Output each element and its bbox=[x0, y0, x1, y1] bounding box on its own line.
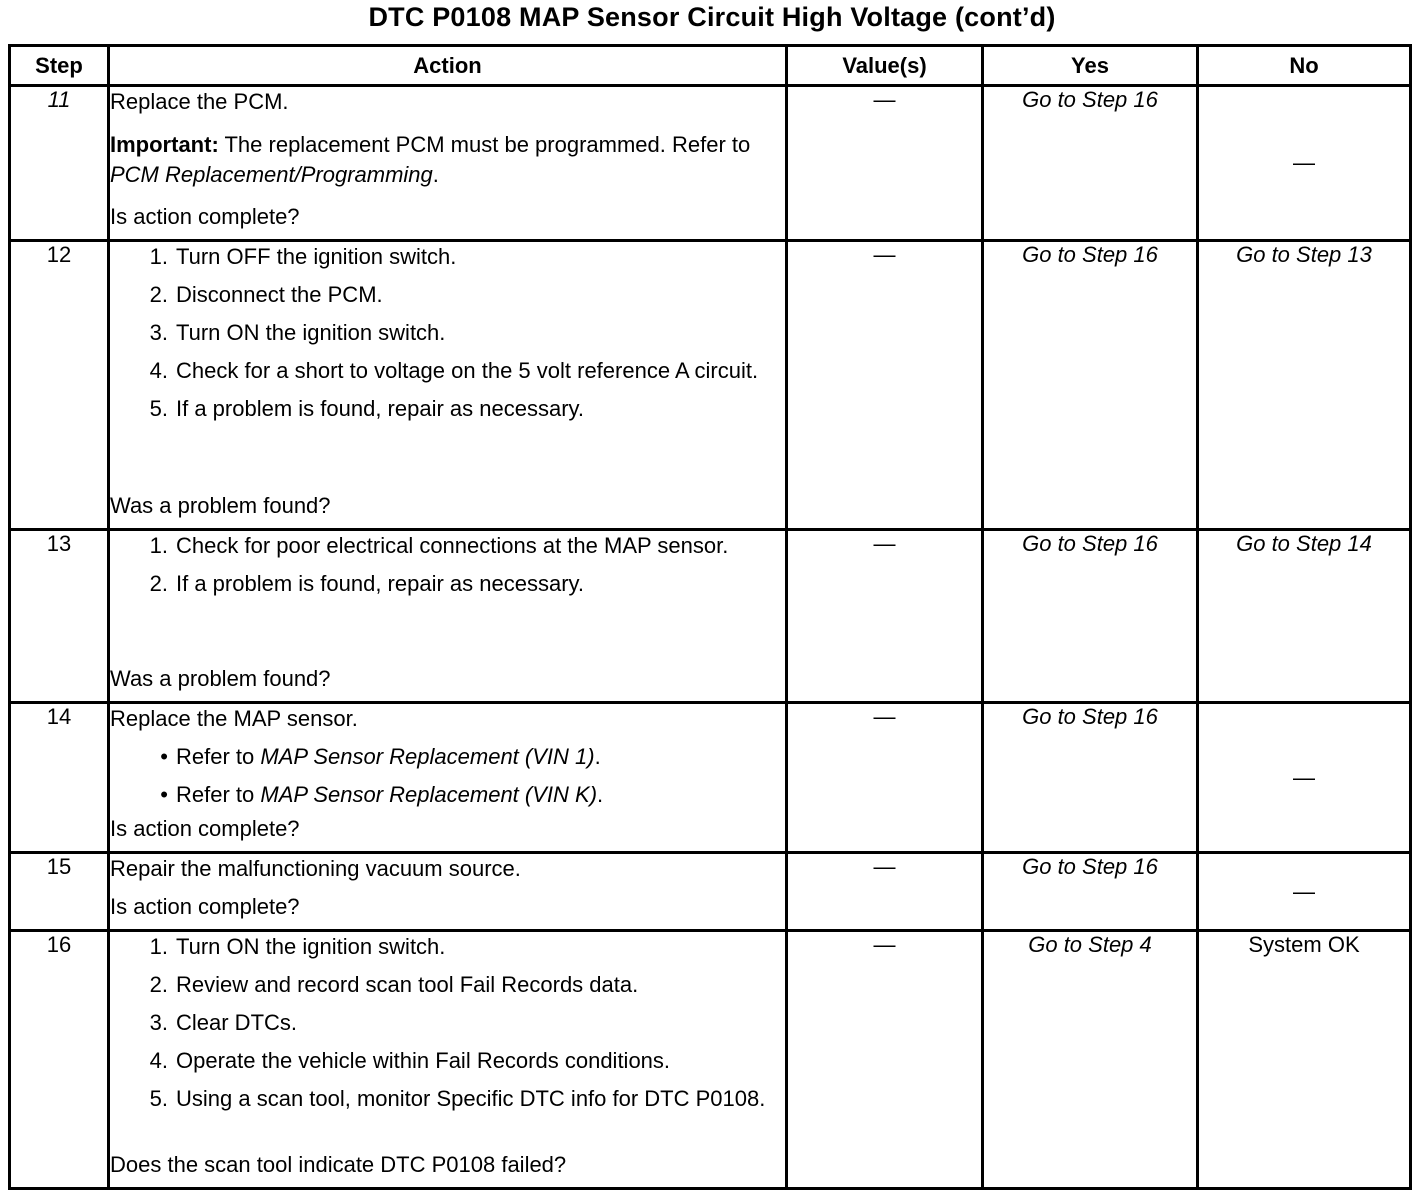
list-item: 3. Turn ON the ignition switch. bbox=[149, 320, 446, 345]
list-item: 3. Clear DTCs. bbox=[149, 1010, 298, 1035]
header-no: No bbox=[1198, 46, 1411, 86]
list-item: 1. Turn OFF the ignition switch. bbox=[149, 244, 457, 269]
value-cell: — bbox=[787, 853, 983, 931]
action-question: Does the scan tool indicate DTC P0108 failed? bbox=[110, 1152, 567, 1177]
header-step: Step bbox=[10, 46, 109, 86]
value-cell: — bbox=[787, 931, 983, 1189]
list-item: 4. Operate the vehicle within Fail Records conditions. bbox=[149, 1048, 671, 1073]
step-number: 11 bbox=[10, 86, 109, 241]
header-action: Action bbox=[109, 46, 787, 86]
reference-link: MAP Sensor Replacement (VIN K) bbox=[260, 782, 598, 807]
action-steps-list bbox=[110, 531, 785, 607]
list-item: 1. Turn ON the ignition switch. bbox=[149, 934, 446, 959]
action-cell bbox=[109, 530, 787, 703]
table-row-step-12 bbox=[10, 241, 1411, 530]
step-number: 13 bbox=[10, 530, 109, 703]
list-item: 2. Review and record scan tool Fail Records data. bbox=[149, 972, 639, 997]
action-question: Is action complete? bbox=[110, 816, 300, 841]
header-values: Value(s) bbox=[787, 46, 983, 86]
list-item: 2. If a problem is found, repair as necessary. bbox=[149, 571, 585, 596]
action-question: Is action complete? bbox=[110, 894, 300, 919]
value-cell: — bbox=[787, 241, 983, 530]
no-cell: — bbox=[1198, 703, 1411, 853]
value-cell: — bbox=[787, 86, 983, 241]
action-text: Replace the MAP sensor. bbox=[110, 706, 358, 731]
list-item: • Refer to MAP Sensor Replacement (VIN 1). bbox=[160, 744, 601, 769]
action-cell bbox=[109, 703, 787, 853]
value-cell: — bbox=[787, 703, 983, 853]
diagnostic-table bbox=[8, 44, 1412, 1190]
no-cell: — bbox=[1198, 86, 1411, 241]
yes-cell: Go to Step 16 bbox=[983, 703, 1198, 853]
yes-cell: Go to Step 16 bbox=[983, 853, 1198, 931]
important-label: Important: bbox=[110, 131, 219, 157]
no-cell: System OK bbox=[1198, 931, 1411, 1189]
action-steps-list bbox=[110, 932, 785, 1113]
list-item: 5. Using a scan tool, monitor Specific DTC info for DTC P0108. bbox=[149, 1086, 766, 1111]
yes-cell: Go to Step 16 bbox=[983, 86, 1198, 241]
yes-cell: Go to Step 16 bbox=[983, 530, 1198, 703]
reference-link: PCM Replacement/Programming bbox=[110, 161, 433, 187]
action-cell bbox=[109, 931, 787, 1189]
important-end: . bbox=[432, 161, 439, 187]
action-cell bbox=[109, 241, 787, 530]
yes-cell: Go to Step 16 bbox=[983, 241, 1198, 530]
header-row bbox=[10, 46, 1411, 86]
step-number: 12 bbox=[10, 241, 109, 530]
table-row-step-14 bbox=[10, 703, 1411, 853]
page-title: DTC P0108 MAP Sensor Circuit High Voltage (cont’d) bbox=[368, 2, 1056, 32]
list-item: 4. Check for a short to voltage on the 5 volt reference A circuit. bbox=[149, 358, 759, 383]
list-item: 2. Disconnect the PCM. bbox=[149, 282, 383, 307]
list-item: • Refer to MAP Sensor Replacement (VIN K). bbox=[160, 782, 604, 807]
yes-cell: Go to Step 4 bbox=[983, 931, 1198, 1189]
no-cell: Go to Step 14 bbox=[1198, 530, 1411, 703]
action-text: Repair the malfunctioning vacuum source. bbox=[110, 856, 521, 881]
table-row-step-16 bbox=[10, 931, 1411, 1189]
list-item: 1. Check for poor electrical connections at the MAP sensor. bbox=[149, 533, 729, 558]
table-row-step-15 bbox=[10, 853, 1411, 931]
no-cell: Go to Step 13 bbox=[1198, 241, 1411, 530]
table-row-step-13 bbox=[10, 530, 1411, 703]
reference-list bbox=[110, 742, 785, 810]
action-steps-list bbox=[110, 242, 785, 432]
table-row-step-11 bbox=[10, 86, 1411, 241]
important-note bbox=[110, 130, 785, 190]
step-number: 16 bbox=[10, 931, 109, 1189]
action-question: Was a problem found? bbox=[110, 493, 331, 518]
value-cell: — bbox=[787, 530, 983, 703]
important-text: The replacement PCM must be programmed. Refer to bbox=[218, 131, 751, 157]
header-yes: Yes bbox=[983, 46, 1198, 86]
list-item: 5. If a problem is found, repair as necessary. bbox=[149, 396, 585, 421]
no-cell: — bbox=[1198, 853, 1411, 931]
action-cell bbox=[109, 86, 787, 241]
reference-link: MAP Sensor Replacement (VIN 1) bbox=[260, 744, 595, 769]
action-cell bbox=[109, 853, 787, 931]
action-text: Replace the PCM. bbox=[110, 89, 289, 114]
action-question: Is action complete? bbox=[110, 204, 300, 229]
step-number: 15 bbox=[10, 853, 109, 931]
action-question: Was a problem found? bbox=[110, 666, 331, 691]
step-number: 14 bbox=[10, 703, 109, 853]
